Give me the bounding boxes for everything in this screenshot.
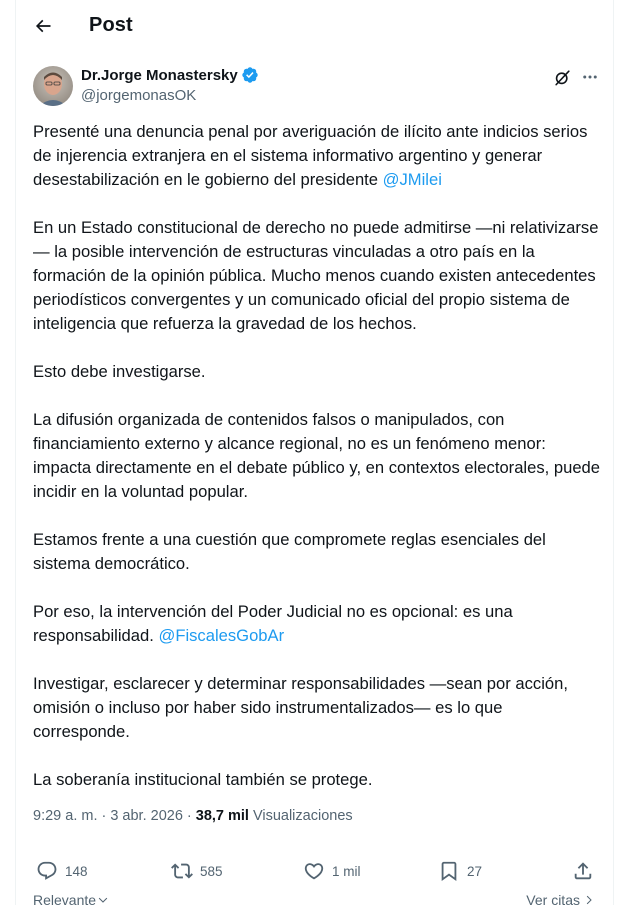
author-name[interactable]: Dr.Jorge Monastersky (81, 66, 238, 84)
more-options-button[interactable] (578, 66, 602, 88)
post-date[interactable]: 3 abr. 2026 (110, 808, 183, 824)
author-handle[interactable]: @jorgemonasOK (81, 87, 197, 104)
mention-link[interactable]: @JMilei (382, 170, 442, 189)
tweet-paragraph: Investigar, esclarecer y determinar responsabilidades —sean por acción, omisión o incluso por haber sido instrumentalizados— es lo que corresponde. (33, 674, 568, 741)
action-bar (16, 850, 615, 890)
bookmark-button[interactable] (438, 860, 482, 882)
like-count: 1 mil (332, 863, 361, 879)
meta-separator: · (186, 808, 192, 824)
reply-icon (36, 860, 58, 882)
bookmark-count: 27 (467, 863, 483, 879)
author-name-row (81, 66, 259, 84)
reply-button[interactable] (36, 860, 88, 882)
tweet-paragraph: En un Estado constitucional de derecho no puede admitirse —ni relativizarse— la posible intervención de estructuras vinculadas a otro país en la formación de la opinión pública. Mucho menos cuando existen antecedentes periodísticos convergentes y un comunicado oficial del propio sistema de inteligencia que refuerza la gravedad de los hechos. (33, 218, 599, 333)
tweet-paragraph: Presenté una denuncia penal por averiguación de ilícito ante indicios serios de injerencia extranjera en el sistema informativo argentino y generar desestabilización en le gobierno del presidente @JMilei (33, 122, 588, 189)
tweet-paragraph: Por eso, la intervención del Poder Judicial no es opcional: es una responsabilidad. @FiscalesGobAr (33, 602, 513, 645)
bookmark-icon (438, 860, 460, 882)
share-icon (572, 860, 594, 882)
chevron-right-icon (583, 894, 595, 905)
sort-label: Relevante (33, 892, 97, 905)
replies-sort-row (16, 892, 615, 905)
post-detail-panel (15, 0, 614, 905)
repost-button[interactable] (171, 860, 223, 882)
page-title: Post (89, 14, 133, 36)
post-meta (33, 808, 353, 824)
views-count: 38,7 mil (195, 808, 249, 824)
heart-icon (303, 860, 325, 882)
share-button[interactable] (572, 860, 594, 882)
meta-separator: · (101, 808, 107, 824)
post-header (16, 0, 615, 53)
post-time[interactable]: 9:29 a. m. (33, 808, 98, 824)
view-quotes-link[interactable] (526, 892, 595, 905)
tweet-paragraph: La soberanía institucional también se protege. (33, 770, 373, 789)
back-button[interactable] (28, 11, 58, 41)
grok-icon (553, 68, 572, 87)
grok-button[interactable] (551, 66, 573, 88)
mention-link[interactable]: @FiscalesGobAr (158, 626, 285, 645)
arrow-left-icon (33, 16, 53, 36)
quotes-label: Ver citas (526, 892, 580, 905)
repost-count: 585 (200, 863, 223, 879)
repost-icon (171, 860, 193, 882)
avatar-image (33, 66, 73, 106)
like-button[interactable] (303, 860, 361, 882)
tweet-paragraph: Estamos frente a una cuestión que compromete reglas esenciales del sistema democrático. (33, 530, 546, 573)
views-label: Visualizaciones (252, 808, 353, 824)
verified-badge-icon[interactable] (241, 66, 259, 84)
tweet-text (33, 120, 603, 816)
sort-relevant-button[interactable] (33, 892, 109, 905)
chevron-down-icon (97, 894, 109, 905)
tweet-paragraph: Esto debe investigarse. (33, 362, 206, 381)
tweet-paragraph: La difusión organizada de contenidos falsos o manipulados, con financiamiento externo y alcance regional, no es un fenómeno menor: impacta directamente en el debate público y, en contextos electorales, puede incidir en la voluntad popular. (33, 410, 600, 501)
avatar[interactable] (33, 66, 73, 106)
reply-count: 148 (65, 863, 88, 879)
more-horizontal-icon (581, 68, 599, 86)
